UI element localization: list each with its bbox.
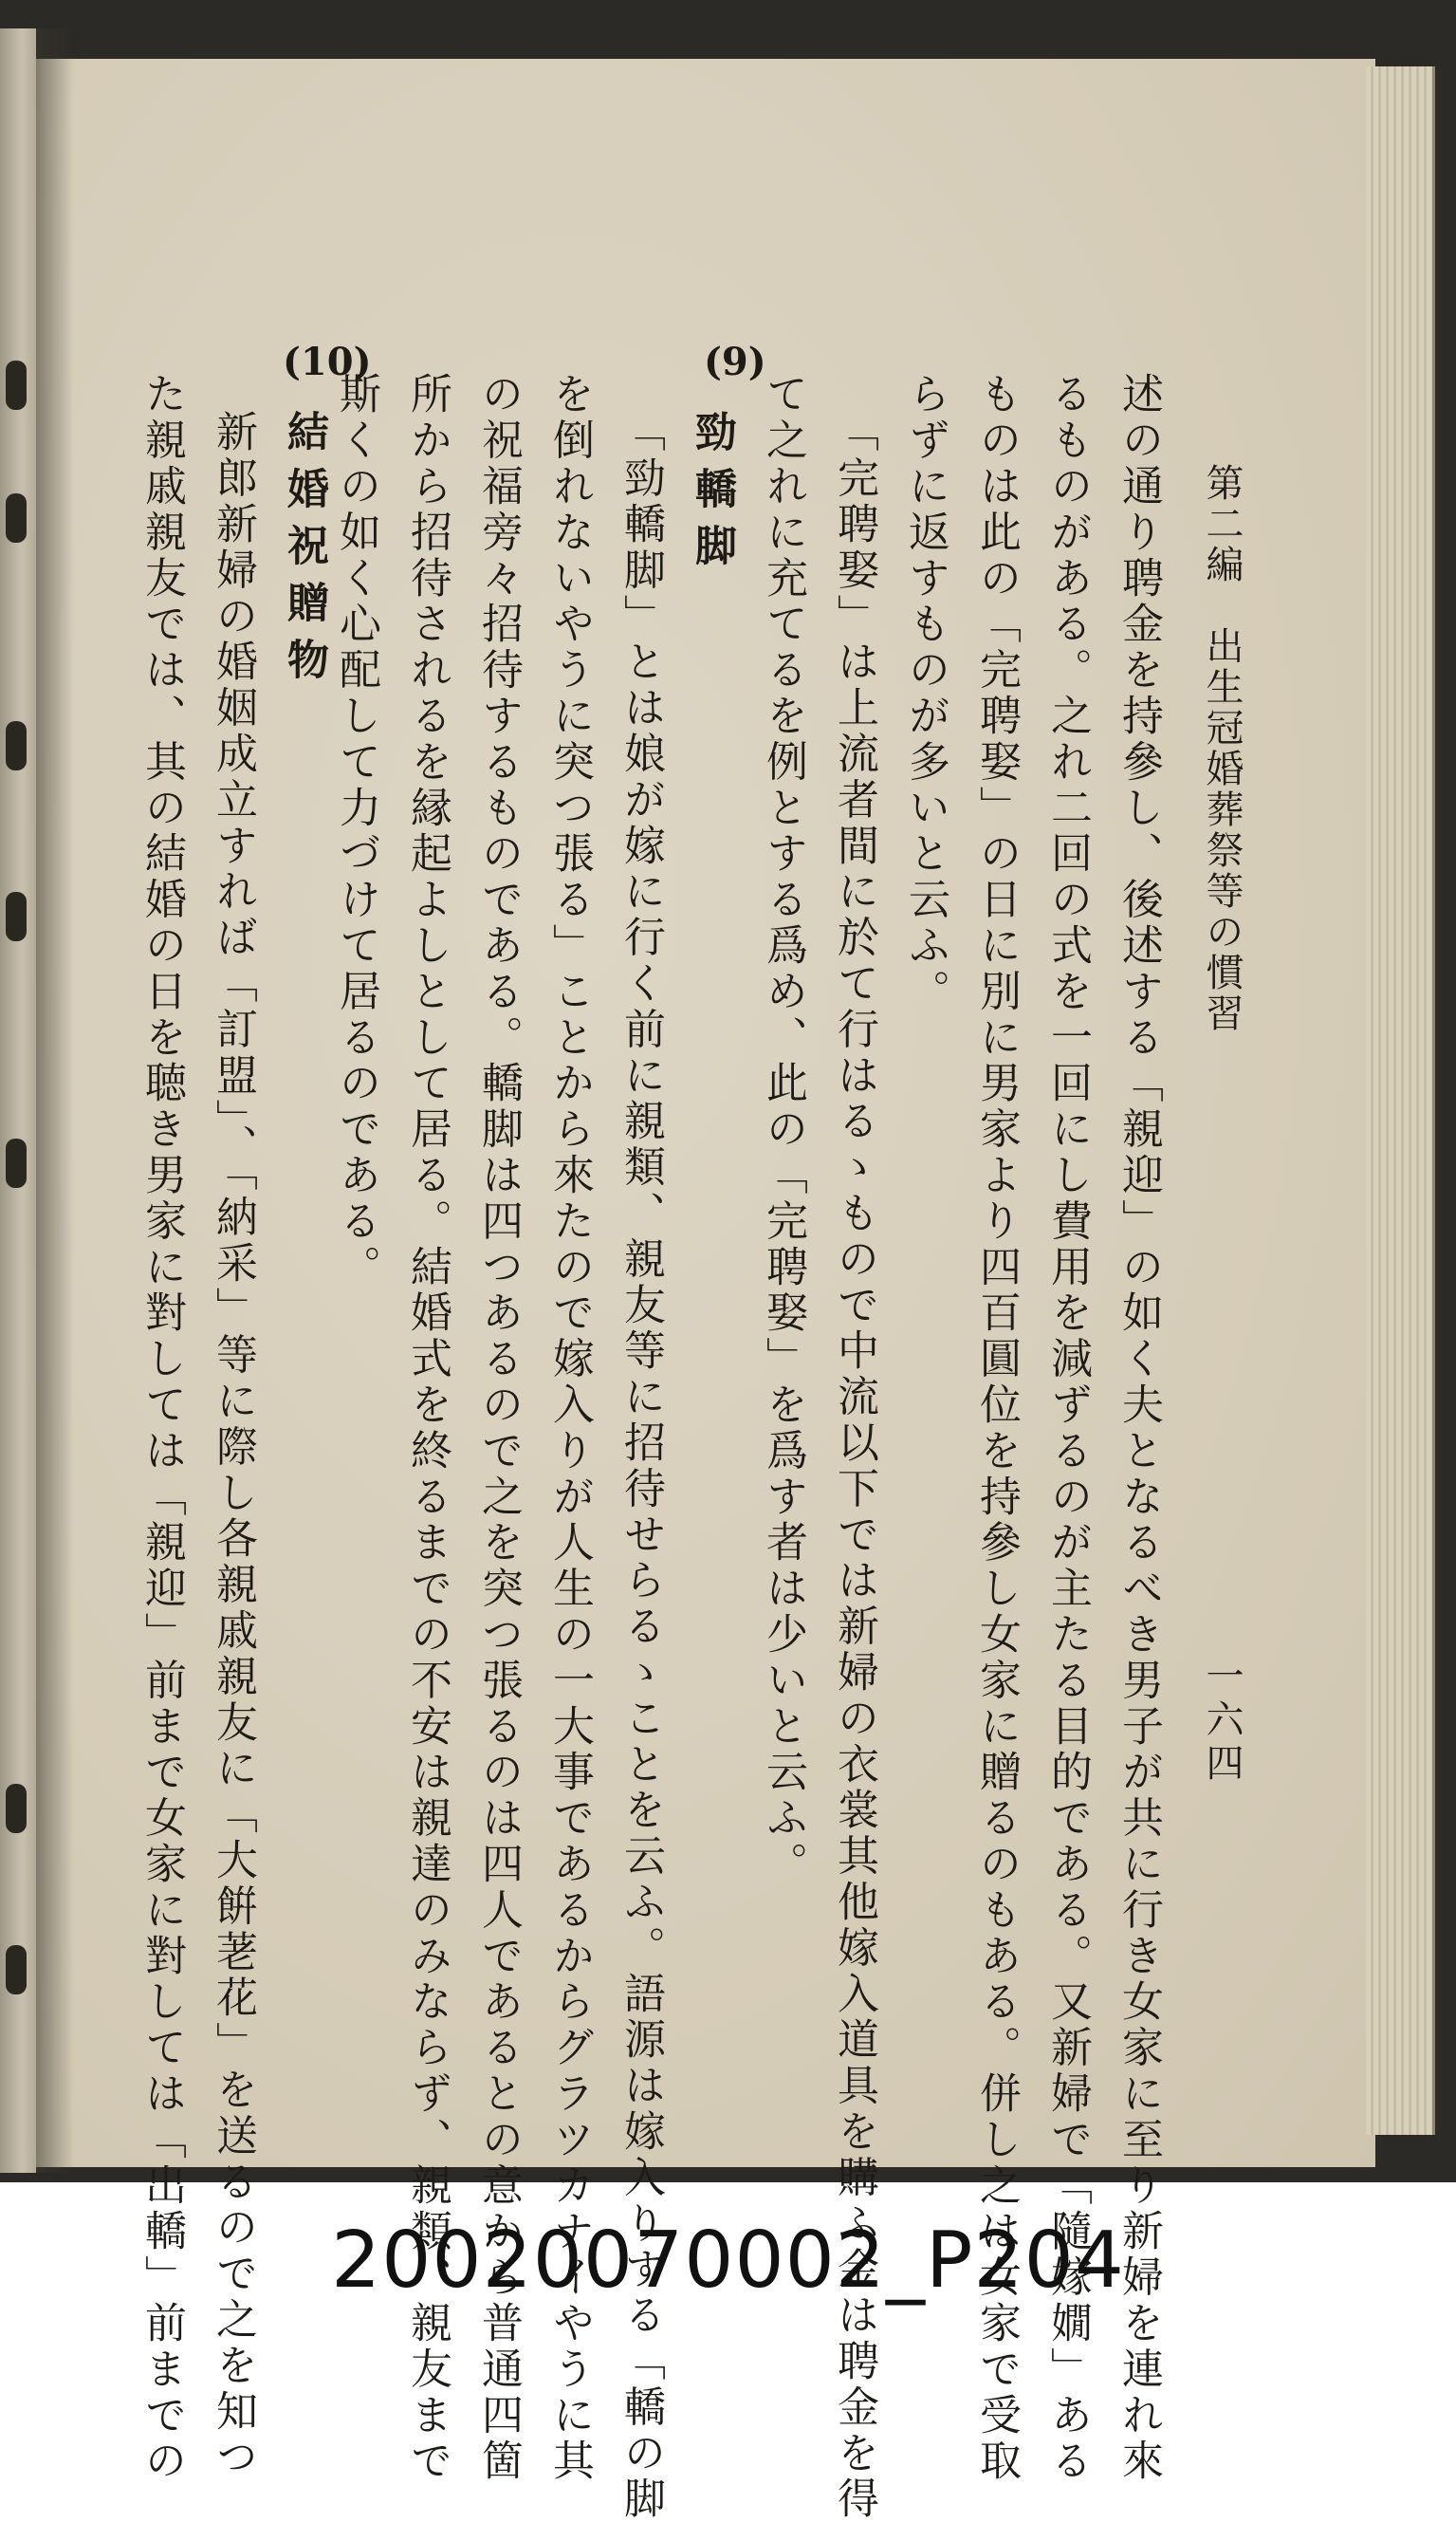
text-column: るものがある。之れ二回の式を一回にし費用を減ずるのが主たる目的である。又新婦で「隨嫁嫺」ある [1043,372,1092,2485]
text-column: 「勁轎脚」とは娘が嫁に行く前に親類、親友等に招待せらるゝことを云ふ。語源は嫁入りする「轎の脚 [617,410,665,2522]
section-number: (10) [283,340,372,384]
text-column: 斯くの如く心配して力づけて居るのである。 [332,372,380,1290]
spine-shadow [36,28,74,2173]
text-column: 所から招待されるを縁起よしとして居る。結婚式を終るまでの不安は親達のみならず、親類、親友まで [403,372,452,2485]
binding-stitch [6,493,27,543]
binding-stitch [6,721,27,770]
text-column: の祝福旁々招待するものである。轎脚は四つあるので之を突つ張るのは四人であるとの意から普通四箇 [474,372,523,2485]
section-heading: 勁轎脚 [688,410,736,581]
text-column: て之れに充てるを例とする爲め、此の「完聘娶」を爲す者は少いと云ふ。 [759,372,807,1888]
binding-stitch [6,361,27,410]
page-number: 一六四 [1200,1656,1244,1787]
binding-stitch [6,892,27,941]
text-column: を倒れないやうに突つ張る」ことから來たので嫁入りが人生の一大事であるからグラツカナイやうに其 [545,372,594,2485]
binding-stitch [6,1945,27,1994]
text-column: 「完聘娶」は上流者間に於て行はるゝもので中流以下では新婦の衣裳其他嫁入道具を購ふ金は聘金を得 [830,410,878,2522]
text-column: 述の通り聘金を持參し、後述する「親迎」の如く夫となるべき男子が共に行き女家に至り新婦を連れ來 [1115,372,1163,2485]
binding-stitch [6,1139,27,1188]
image-id-caption: 20020070002_P204 [331,2216,1125,2306]
page-stack-edges [1366,66,1435,2135]
binding-stitch [6,1784,27,1833]
text-column: ものは此の「完聘娶」の日に別に男家より四百圓位を持參し女家に贈るのもある。併し之は女家で受取 [972,372,1021,2485]
text-column: 新郎新婦の婚姻成立すれば「訂盟」、「納采」等に際し各親戚親友に「大餠荖花」を送るので之を知つ [209,410,257,2481]
chapter-header: 第二編 出生冠婚葬祭等の慣習 [1200,463,1244,1034]
text-column: らずに返すものが多いと云ふ。 [901,372,949,1015]
section-heading: 結婚祝贈物 [280,410,328,695]
text-column: た親戚親友では、其の結婚の日を聴き男家に對しては「親迎」前まで女家に對しては「出轎」前までの [138,372,186,2485]
section-number: (9) [704,340,766,384]
left-page-edge [0,28,36,2173]
